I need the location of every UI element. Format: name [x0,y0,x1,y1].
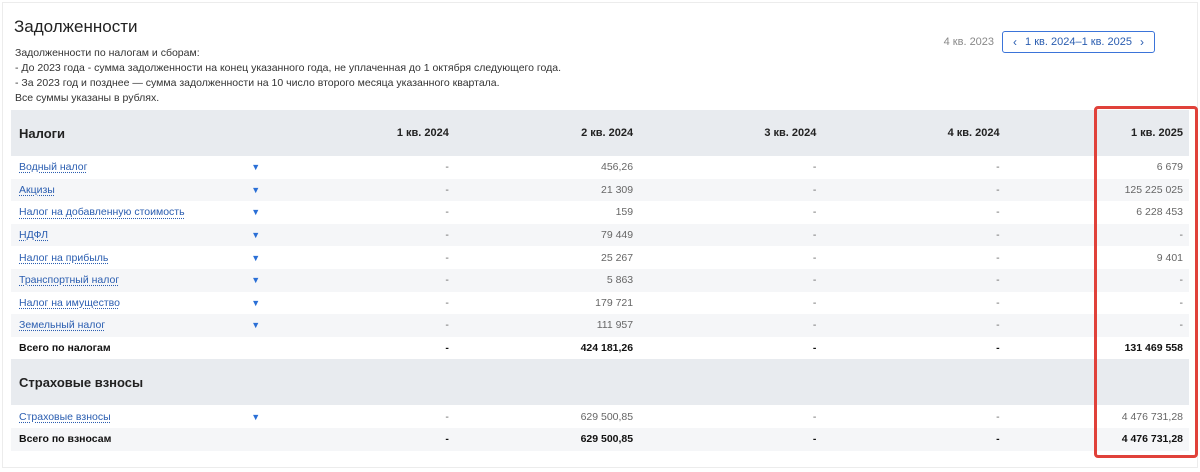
table-header-row [11,110,1189,156]
row-name-cell [11,156,241,179]
expand-dropdown-icon[interactable]: ▼ [251,207,261,218]
row-name-cell [11,314,241,337]
chevron-right-icon[interactable]: › [1140,35,1144,49]
table-row [11,179,1189,202]
row-name-cell [11,405,241,428]
column-header: 1 кв. 2024 [396,127,449,139]
expand-dropdown-icon[interactable]: ▼ [251,162,261,173]
value-cell: 6 679 [1156,161,1183,174]
value-cell: - [996,251,1000,264]
note-line: Все суммы указаны в рублях. [15,92,160,104]
value-cell: 5 863 [606,274,634,287]
tax-name-link[interactable]: Акцизы [19,183,55,196]
period-selector [944,31,1155,53]
value-cell: - [812,433,817,446]
value-cell: - [996,206,1000,219]
value-cell: - [445,433,449,446]
notes [15,46,561,106]
row-name-cell [11,269,241,292]
section-title: Страховые взносы [19,374,144,390]
value-cell: - [445,342,449,355]
tax-name-link[interactable]: Земельный налог [19,319,106,332]
value-cell: 424 181,26 [580,342,634,355]
value-cell: - [445,183,449,196]
value-cell: - [445,274,449,287]
value-cell: - [1179,229,1183,242]
tax-name-link[interactable]: НДФЛ [19,229,48,242]
table-row [11,156,1189,179]
column-header: 2 кв. 2024 [581,127,634,139]
table-row [11,314,1189,337]
row-name-cell [11,224,241,247]
value-cell: - [445,229,449,242]
value-cell: - [996,183,1000,196]
value-cell: 456,26 [601,161,634,174]
expand-dropdown-icon[interactable]: ▼ [251,230,261,241]
period-range-control [1002,31,1155,53]
expand-dropdown-icon[interactable]: ▼ [251,297,261,308]
value-cell: - [812,251,817,264]
empty-cell [241,428,271,451]
value-cell: 9 401 [1156,251,1183,264]
tax-name-link[interactable]: Налог на прибыль [19,251,109,264]
value-cell: - [812,274,817,287]
value-cell: 629 500,85 [580,433,634,446]
empty-cell [241,337,271,360]
value-cell: - [812,410,817,423]
value-cell: - [445,161,449,174]
value-cell: - [812,229,817,242]
note-line: - До 2023 года - сумма задолженности на конец указанного года, не уплаченная до 1 октября следующего года. [15,62,561,74]
value-cell: - [812,183,817,196]
table-row [11,224,1189,247]
value-cell: - [996,296,1000,309]
table-row [11,269,1189,292]
row-name-cell [11,179,241,202]
value-cell: - [445,296,449,309]
value-cell: - [996,229,1000,242]
value-cell: - [996,274,1000,287]
chevron-left-icon[interactable]: ‹ [1013,35,1018,49]
value-cell: 131 469 558 [1124,342,1183,355]
value-cell: 25 267 [601,251,634,264]
value-cell: 21 309 [601,183,634,196]
note-line: - За 2023 год и позднее — сумма задолженности на 10 число второго месяца указанного квартала. [15,77,500,89]
value-cell: - [1179,274,1183,287]
value-cell: - [996,433,1000,446]
value-cell: 125 225 025 [1124,183,1183,196]
table-row [11,201,1189,224]
column-header: 1 кв. 2025 [1130,127,1183,139]
value-cell: - [1179,296,1183,309]
tax-name-link[interactable]: Налог на добавленную стоимость [19,206,185,219]
expand-dropdown-icon[interactable]: ▼ [251,320,261,331]
value-cell: - [445,206,449,219]
section-header-row [11,359,1189,405]
value-cell: - [996,410,1000,423]
value-cell: 79 449 [601,229,634,242]
total-row [11,337,1189,360]
total-row [11,428,1189,451]
value-cell: - [996,161,1000,174]
total-label: Всего по налогам [19,342,111,355]
row-name-cell [11,292,241,315]
row-name-cell [11,246,241,269]
tax-name-link[interactable]: Водный налог [19,161,88,174]
tax-name-link[interactable]: Налог на имущество [19,296,120,309]
expand-dropdown-icon[interactable]: ▼ [251,184,261,195]
value-cell: 179 721 [595,296,634,309]
tax-name-link[interactable]: Транспортный налог [19,274,120,287]
value-cell: - [996,319,1000,332]
note-line: Задолженности по налогам и сборам: [15,47,200,59]
value-cell: - [445,319,449,332]
tax-name-link[interactable]: Страховые взносы [19,410,111,423]
value-cell: 629 500,85 [580,410,634,423]
page-title: Задолженности [14,17,138,36]
column-header: 3 кв. 2024 [764,127,817,139]
expand-dropdown-icon[interactable]: ▼ [251,275,261,286]
table-row [11,405,1189,428]
expand-dropdown-icon[interactable]: ▼ [251,252,261,263]
value-cell: - [1179,319,1183,332]
value-cell: - [445,251,449,264]
value-cell: - [445,410,449,423]
table-row [11,246,1189,269]
value-cell: - [812,319,817,332]
prev-period-link[interactable]: 4 кв. 2023 [943,36,995,48]
section-title: Налоги [19,125,66,141]
total-label: Всего по взносам [19,433,112,446]
value-cell: - [812,296,817,309]
value-cell: 111 957 [596,319,634,332]
value-cell: - [812,206,817,219]
value-cell: 6 228 453 [1136,206,1183,219]
table-row [11,292,1189,315]
value-cell: - [812,161,817,174]
row-name-cell [11,201,241,224]
value-cell: - [812,342,817,355]
value-cell: 4 476 731,28 [1121,433,1183,446]
period-range-label: 1 кв. 2024–1 кв. 2025 [1025,36,1132,48]
value-cell: - [996,342,1000,355]
value-cell: 159 [615,206,634,219]
column-header: 4 кв. 2024 [947,127,1000,139]
value-cell: 4 476 731,28 [1121,410,1183,423]
expand-dropdown-icon[interactable]: ▼ [251,411,261,422]
debts-table [11,110,1189,451]
